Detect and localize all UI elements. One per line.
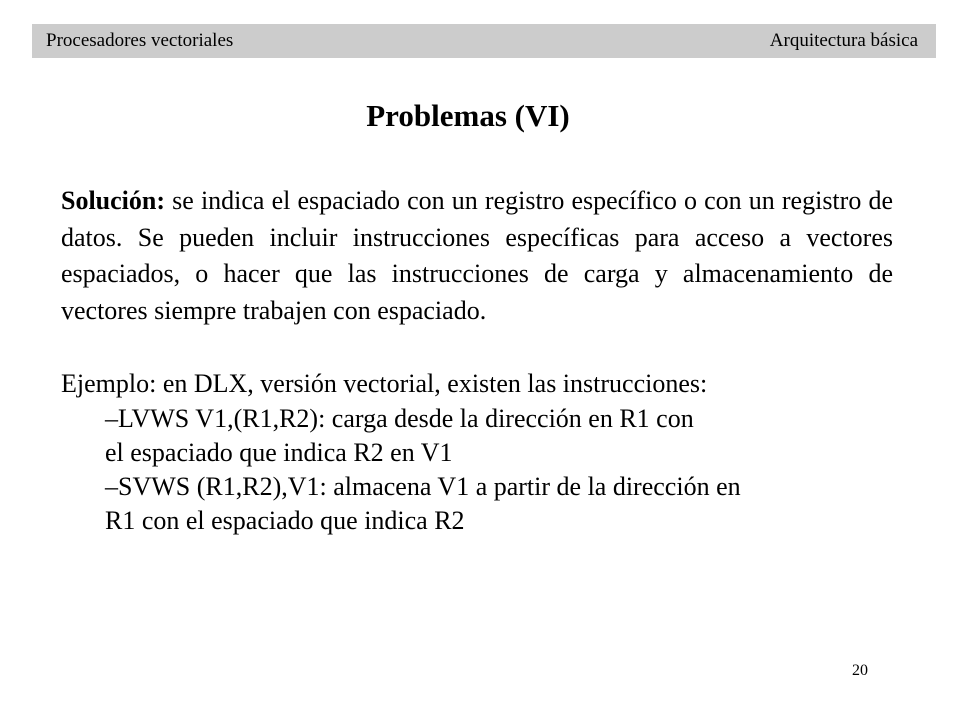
instruction-item-line: –SVWS (R1,R2),V1: almacena V1 a partir de la dirección en [105, 472, 741, 501]
solution-paragraph [61, 183, 893, 329]
slide-header-bar [32, 24, 936, 58]
slide-title: Problemas (VI) [366, 98, 570, 133]
header-topic-title: Arquitectura básica [769, 30, 918, 51]
page-number: 20 [852, 662, 868, 679]
solution-label: Solución: [61, 186, 166, 215]
instruction-item-svws [61, 470, 911, 538]
solution-text: se indica el espaciado con un registro específico o con un registro de datos. Se pueden incluir instrucciones específicas para acceso a vectores espaciados, o hacer que las instrucciones de carga y almacenamiento de vectores siempre trabajen con espaciado. [61, 186, 893, 325]
instruction-item-line: –LVWS V1,(R1,R2): carga desde la dirección en R1 con [105, 404, 694, 433]
example-intro: Ejemplo: en DLX, versión vectorial, existen las instrucciones: [61, 368, 708, 398]
instruction-item-lvws [61, 402, 911, 470]
header-section-title: Procesadores vectoriales [46, 30, 234, 51]
instruction-item-line: R1 con el espaciado que indica R2 [105, 506, 465, 535]
instruction-item-line: el espaciado que indica R2 en V1 [105, 438, 453, 467]
slide-body [61, 183, 911, 538]
